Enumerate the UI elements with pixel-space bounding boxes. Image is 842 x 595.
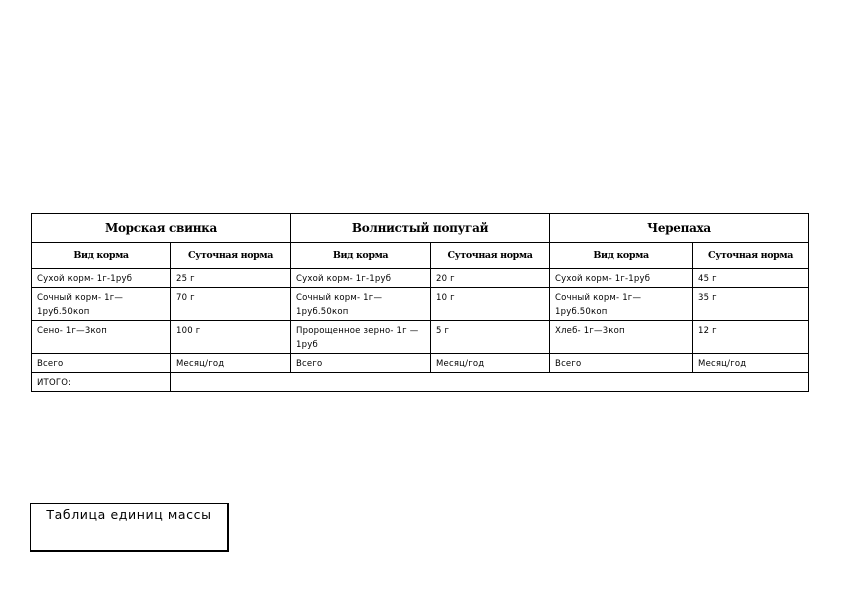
- feed-cell: Хлеб- 1г—3коп: [550, 321, 693, 354]
- norm-cell: 12 г: [693, 321, 809, 354]
- grand-total-label: ИТОГО:: [32, 373, 171, 392]
- total-label: Всего: [550, 354, 693, 373]
- norm-cell: 45 г: [693, 269, 809, 288]
- norm-cell: 25 г: [171, 269, 291, 288]
- norm-cell: 70 г: [171, 288, 291, 321]
- grand-total-value: [171, 373, 809, 392]
- daily-norm-header: Суточная норма: [693, 243, 809, 269]
- table-row: [32, 288, 809, 321]
- table-row: [32, 269, 809, 288]
- column-header-row: [32, 243, 809, 269]
- feed-type-header: Вид корма: [550, 243, 693, 269]
- grand-total-row: [32, 373, 809, 392]
- feed-cell: Сочный корм- 1г—1руб.50коп: [550, 288, 693, 321]
- feed-cell: Пророщенное зерно- 1г —1руб: [291, 321, 431, 354]
- table-row: [32, 321, 809, 354]
- total-period: Месяц/год: [431, 354, 550, 373]
- animal-header-budgie: Волнистый попугай: [291, 214, 550, 243]
- norm-cell: 20 г: [431, 269, 550, 288]
- feed-cell: Сочный корм- 1г—1руб.50коп: [32, 288, 171, 321]
- feed-cell: Сухой корм- 1г-1руб: [550, 269, 693, 288]
- feed-type-header: Вид корма: [291, 243, 431, 269]
- feed-type-header: Вид корма: [32, 243, 171, 269]
- animal-header-guinea-pig: Морская свинка: [32, 214, 291, 243]
- daily-norm-header: Суточная норма: [171, 243, 291, 269]
- animal-header-turtle: Черепаха: [550, 214, 809, 243]
- feed-table: [31, 213, 809, 392]
- total-row: [32, 354, 809, 373]
- norm-cell: 100 г: [171, 321, 291, 354]
- feed-cell: Сочный корм- 1г—1руб.50коп: [291, 288, 431, 321]
- feed-cell: Сено- 1г—3коп: [32, 321, 171, 354]
- feed-cell: Сухой корм- 1г-1руб: [291, 269, 431, 288]
- norm-cell: 35 г: [693, 288, 809, 321]
- mass-units-caption: Таблица единиц массы: [30, 503, 229, 552]
- total-label: Всего: [291, 354, 431, 373]
- norm-cell: 5 г: [431, 321, 550, 354]
- animal-header-row: [32, 214, 809, 243]
- norm-cell: 10 г: [431, 288, 550, 321]
- total-label: Всего: [32, 354, 171, 373]
- total-period: Месяц/год: [693, 354, 809, 373]
- daily-norm-header: Суточная норма: [431, 243, 550, 269]
- total-period: Месяц/год: [171, 354, 291, 373]
- feed-cell: Сухой корм- 1г-1руб: [32, 269, 171, 288]
